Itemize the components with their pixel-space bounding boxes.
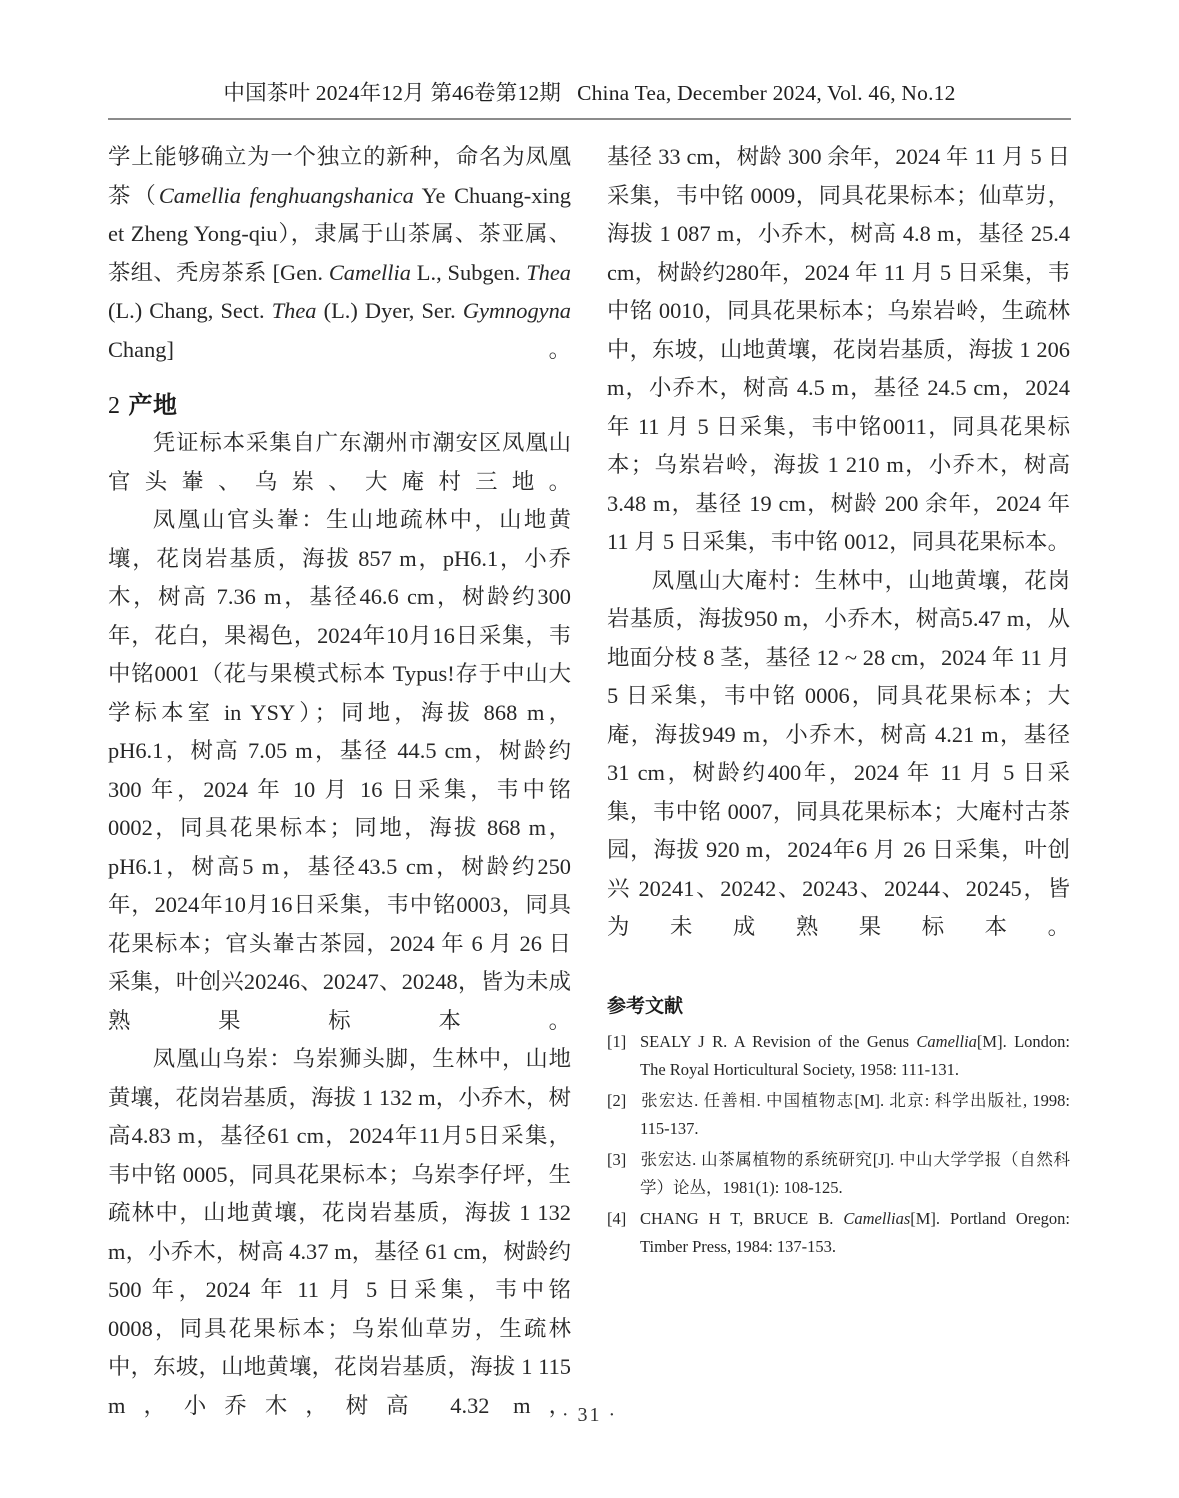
references-heading: 参考文献	[607, 994, 684, 1017]
reference-number: [2]	[607, 1090, 627, 1110]
reference-text-post: [M]. Portland Oregon: Timber Press, 1984: 137-153.	[640, 1208, 1070, 1256]
taxonomy-text-3: L., Subgen.	[410, 259, 527, 285]
two-column-body	[108, 138, 1071, 1425]
reference-text-post: [M]. London: The Royal Horticultural Society, 1958: 111-131.	[640, 1031, 1070, 1079]
reference-title-italic: Camellias	[843, 1208, 911, 1228]
taxonomy-text-5: (L.) Dyer, Ser.	[316, 298, 463, 323]
taxonomy-text-1: 学上能够确立为一个独立的新种，命名为凤凰茶（	[108, 144, 571, 208]
paragraph-taxonomy-continued	[108, 138, 571, 369]
taxonomy-text-6: Chang]。	[108, 336, 571, 362]
page-canvas	[108, 0, 1071, 1498]
header-divider	[108, 118, 1071, 120]
paragraph-guantouche: 凤凰山官头輋：生山地疏林中，山地黄壤，花岗岩基质，海拔 857 m，pH6.1，小乔木，树高 7.36 m，基径46.6 cm，树龄约300年，花白，果褐色，2024年10月16日采集，韦中铭0001（花与果模式标本 Typus!存于中山大学标本室 in YSY）；同地，海拔 868 m，pH6.1，树高 7.05 m，基径 44.5 cm，树龄约 300 年，2024 年 10 月 16 日采集，韦中铭0002，同具花果标本；同地，海拔 868 m，pH6.1，树高5 m，基径43.5 cm，树龄约250年，2024年10月16日采集，韦中铭0003，同具花果标本；官头輋古茶园，2024 年 6 月 26 日采集，叶创兴20246、20247、20248，皆为未成熟果标本。	[108, 507, 571, 1033]
page-number: · 31 ·	[561, 1404, 618, 1426]
species-name-italic: Camellia fenghuangshanica	[158, 182, 414, 208]
genus-name-italic: Camellia	[328, 259, 411, 285]
reference-item	[607, 1028, 1070, 1085]
reference-text-pre: 张宏达. 任善相. 中国植物志[M]. 北京: 科学出版社, 1998: 115-137.	[640, 1090, 1070, 1138]
reference-number: [4]	[607, 1208, 627, 1228]
reference-item	[607, 1087, 1070, 1144]
paragraph-wudong: 凤凰山乌岽：乌岽狮头脚，生林中，山地黄壤，花岗岩基质，海拔 1 132 m，小乔木，树高4.83 m，基径61 cm，2024年11月5日采集，韦中铭 0005，同具花果标本；乌岽李仔坪，生疏林中，山地黄壤，花岗岩基质，海拔 1 132 m，小乔木，树高 4.37 m，基径 61 cm，树龄约 500 年，2024 年 11 月 5 日采集，韦中铭 0008，同具花果标本；乌岽仙草岃，生疏林中，东坡，山地黄壤，花岗岩基质，海拔 1 115 m，小乔木，树高 4.32 m，	[108, 1046, 571, 1418]
running-head-chinese: 中国茶叶 2024年12月 第46卷第12期	[223, 81, 562, 105]
paragraph-daancun: 凤凰山大庵村：生林中，山地黄壤，花岗岩基质，海拔950 m，小乔木，树高5.47 m，从地面分枝 8 茎，基径 12 ~ 28 cm，2024 年 11 月 5 日采集，韦中铭 0006，同具花果标本；大庵，海拔949 m，小乔木，树高 4.21 m，基径 31 cm，树龄约400年，2024 年 11 月 5 日采集，韦中铭 0007，同具花果标本；大庵村古茶园，海拔 920 m，2024年6 月 26 日采集，叶创兴 20241、20242、20243、20244、20245，皆为未成熟果标本。	[607, 567, 1070, 939]
reference-number: [3]	[607, 1149, 627, 1169]
taxonomy-text-2: Ye Chuang-xing et Zheng Yong-qiu），隶属于山茶属、茶亚属、茶组、秃房茶系 [Gen.	[108, 182, 572, 285]
section-number: 2	[108, 393, 121, 419]
column-left	[108, 138, 571, 1425]
section-heading-origin	[108, 385, 571, 420]
subgenus-name-italic: Thea	[526, 259, 571, 285]
references-list	[607, 1028, 1070, 1262]
reference-number: [1]	[607, 1031, 627, 1051]
running-head-english: China Tea, December 2024, Vol. 46, No.12	[577, 81, 956, 105]
reference-item	[607, 1205, 1070, 1262]
paragraph-wudong-continued: 基径 33 cm，树龄 300 余年，2024 年 11 月 5 日采集，韦中铭 0009，同具花果标本；仙草岃，海拔 1 087 m，小乔木，树高 4.8 m，基径 25.4 cm，树龄约280年，2024 年 11 月 5 日采集，韦中铭 0010，同具花果标本；乌岽岩岭，生疏林中，东坡，山地黄壤，花岗岩基质，海拔 1 206 m，小乔木，树高 4.5 m，基径 24.5 cm，2024 年 11 月 5 日采集，韦中铭0011，同具花果标本；乌岽岩岭，海拔 1 210 m，小乔木，树高 3.48 m，基径 19 cm，树龄 200 余年，2024 年 11 月 5 日采集，韦中铭 0012，同具花果标本。	[607, 144, 1070, 554]
series-name-italic: Gymnogyna	[462, 298, 572, 323]
section-name-italic: Thea	[271, 298, 317, 323]
reference-text-pre: CHANG H T, BRUCE B.	[640, 1208, 844, 1228]
reference-text-pre: 张宏达. 山茶属植物的系统研究[J]. 中山大学学报（自然科学）论丛，1981(1): 108-125.	[640, 1149, 1070, 1197]
taxonomy-text-4: (L.) Chang, Sect.	[108, 298, 272, 323]
reference-item	[607, 1146, 1070, 1203]
column-right	[607, 138, 1070, 1264]
running-head	[108, 0, 1071, 107]
paragraph-origin-summary: 凭证标本采集自广东潮州市潮安区凤凰山官头輋、乌岽、大庵村三地。	[108, 430, 571, 494]
reference-text-pre: SEALY J R. A Revision of the Genus	[640, 1031, 917, 1051]
section-title: 产地	[128, 391, 178, 419]
reference-title-italic: Camellia	[916, 1031, 977, 1051]
